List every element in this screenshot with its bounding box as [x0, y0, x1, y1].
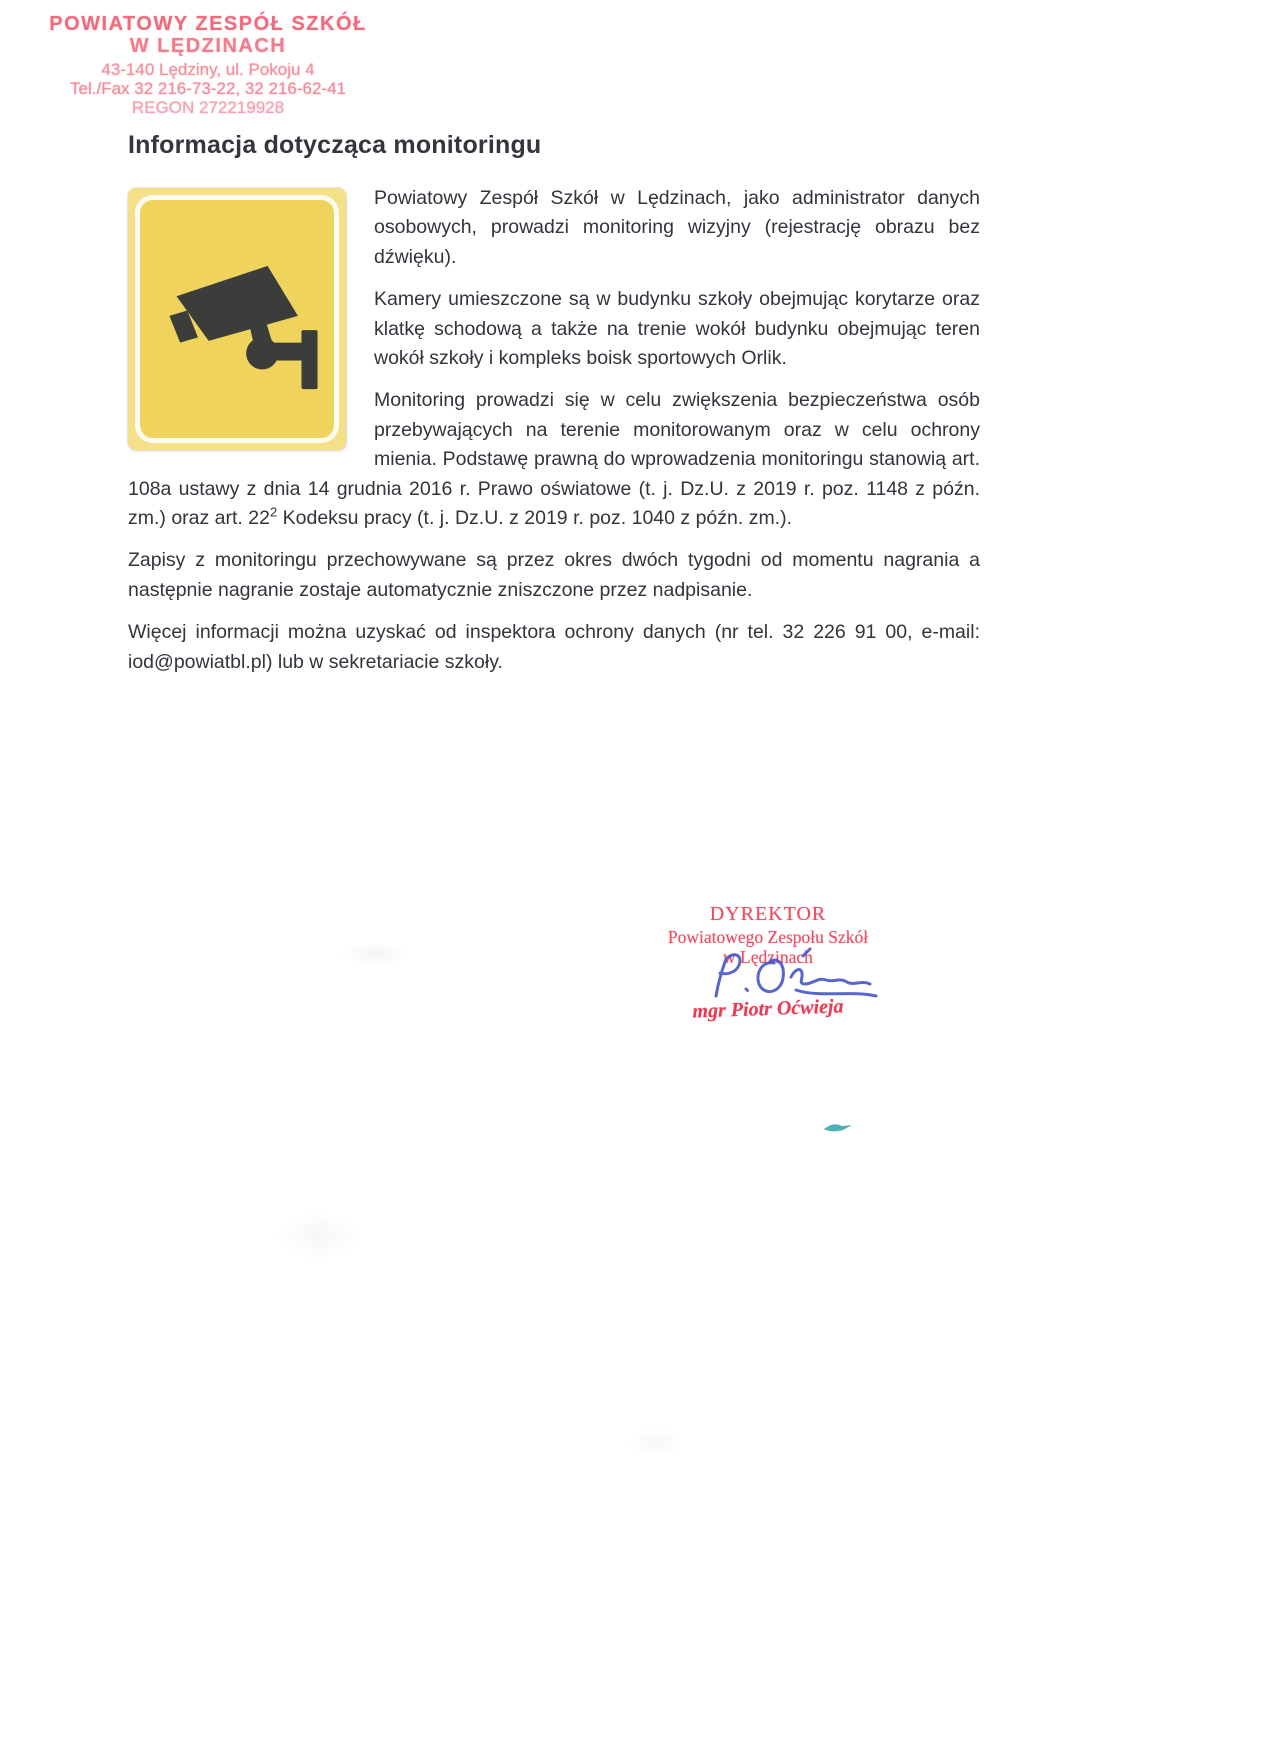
scan-artifact-teal — [822, 1120, 854, 1134]
cctv-sign-yellow-panel — [135, 195, 339, 443]
scan-artifact-smudge — [628, 1428, 684, 1456]
paragraph-camera-locations: Kamery umieszczone są w budynku szkoły obejmując korytarze oraz klatkę schodową a także na trenie wokół budynku obejmując teren wokół szkoły i kompleks boisk sportowych Orlik. — [374, 288, 980, 370]
legal-basis-text-end: Kodeksu pracy (t. j. Dz.U. z 2019 r. poz. 1040 z późn. zm.). — [277, 507, 793, 530]
director-title: DYREKTOR — [709, 903, 827, 925]
paragraph-intro: Powiatowy Zespół Szkół w Lędzinach, jako administrator danych osobowych, prowadzi monitoring wizyjny (rejestrację obrazu bez dźwięku). — [374, 187, 980, 268]
director-stamp — [634, 903, 902, 1021]
signer-name: mgr Piotr Oćwieja — [692, 995, 844, 1023]
stamp-address-line: 43-140 Lędziny, ul. Pokoju 4 — [101, 59, 315, 79]
director-org-line: Powiatowego Zespołu Szkół — [667, 926, 869, 947]
school-header-stamp — [34, 13, 382, 117]
document-body — [128, 184, 980, 690]
stamp-school-name-line: POWIATOWY ZESPÓŁ SZKÓŁ — [49, 13, 367, 35]
stamp-phone-line: Tel./Fax 32 216-73-22, 32 216-62-41 — [70, 78, 346, 98]
stamp-school-city-line: W LĘDZINACH — [129, 35, 287, 58]
page-title: Informacja dotycząca monitoringu — [128, 131, 542, 159]
legal-basis-superscript: 2 — [269, 504, 278, 520]
legal-basis-text-start: Monitoring prowadzi się w celu zwiększenia bezpieczeństwa osób przebywających na terenie monitorowanym oraz w celu ochrony mienia. Podstawę prawną do wprowadzenia monitoringu stanowią art. 108a ustawy z dnia 14 grudnia 2016 r. Prawo oświatowe (t. j. Dz.U. z 2019 r. poz. 1148 z późn. zm.) oraz art. 22 — [128, 389, 980, 530]
cctv-camera-warning-sign — [128, 188, 346, 450]
paragraph-retention: Zapisy z monitoringu przechowywane są przez okres dwóch tygodni od momentu nagrania a następnie nagranie zostaje automatycznie zniszczone przez nadpisanie. — [128, 549, 980, 601]
stamp-regon-line: REGON 272219928 — [131, 97, 285, 117]
cctv-camera-icon — [148, 210, 326, 429]
scan-artifact-smudge — [276, 1212, 362, 1260]
scan-artifact-smudge — [338, 942, 412, 966]
director-city-line: w Lędzinach — [723, 947, 813, 968]
paragraph-contact: Więcej informacji można uzyskać od inspektora ochrony danych (nr tel. 32 226 91 00, e-mail: iod@powiatbl.pl) lub w sekretariacie szkoły. — [128, 621, 980, 673]
